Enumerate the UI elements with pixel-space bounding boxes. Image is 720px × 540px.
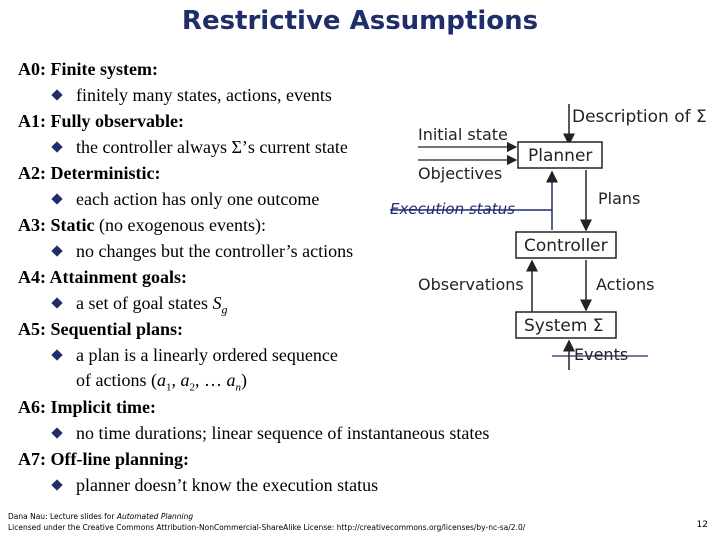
- assumption-id: A2:: [18, 163, 46, 183]
- diamond-bullet-icon: [51, 89, 62, 100]
- assumption-id: A5:: [18, 319, 46, 339]
- assumption-heading: Sequential plans:: [50, 319, 184, 339]
- assumption-id: A4:: [18, 267, 46, 287]
- slide-title: Restrictive Assumptions: [181, 6, 539, 36]
- assumption-heading: Implicit time:: [50, 397, 156, 417]
- events-label: Events: [574, 345, 629, 364]
- assumption-a1: [18, 110, 184, 132]
- execution-status-label: Execution status: [390, 200, 515, 218]
- assumption-id: A1:: [18, 111, 46, 131]
- assumption-a5: [18, 318, 183, 340]
- diamond-bullet-icon: [51, 245, 62, 256]
- assumption-a0: [18, 58, 158, 80]
- assumption-a5-bullet: a plan is a linearly ordered sequence: [52, 344, 338, 366]
- observations-label: Observations: [418, 275, 524, 294]
- diamond-bullet-icon: [51, 297, 62, 308]
- assumption-a5-continuation: of actions ($a_1$, $a_2$, … $a_n$): [76, 370, 247, 394]
- assumption-heading: Off-line planning:: [50, 449, 190, 469]
- assumption-id: A6:: [18, 397, 46, 417]
- assumption-a3: [18, 214, 266, 236]
- actions-label: Actions: [596, 275, 655, 294]
- diamond-bullet-icon: [51, 193, 62, 204]
- assumption-id: A3:: [18, 215, 46, 235]
- goal-set-symbol: S: [212, 293, 222, 313]
- assumption-id: A7:: [18, 449, 46, 469]
- assumption-heading: Static: [50, 215, 95, 235]
- assumption-heading: Fully observable:: [50, 111, 184, 131]
- assumption-heading: Attainment goals:: [49, 267, 188, 287]
- assumption-a6-bullet: no time durations; linear sequence of instantaneous states: [52, 422, 489, 444]
- diamond-bullet-icon: [51, 141, 62, 152]
- diamond-bullet-icon: [51, 427, 62, 438]
- assumption-heading: Deterministic:: [50, 163, 161, 183]
- diamond-bullet-icon: [51, 479, 62, 490]
- assumption-a1-bullet: the controller always Σ’s current state: [52, 136, 348, 158]
- controller-label: Controller: [524, 236, 608, 256]
- assumption-a2-bullet: each action has only one outcome: [52, 188, 319, 210]
- diamond-bullet-icon: [51, 349, 62, 360]
- objectives-label: Objectives: [418, 164, 503, 183]
- assumption-heading-note: (no exogenous events):: [99, 215, 266, 235]
- assumption-id: A0:: [18, 59, 46, 79]
- assumption-a0-bullet: finitely many states, actions, events: [52, 84, 332, 106]
- assumption-a3-bullet: no changes but the controller’s actions: [52, 240, 353, 262]
- footer-credit: Dana Nau: Lecture slides for Automated Planning: [8, 512, 194, 521]
- page-number: 12: [696, 520, 708, 530]
- description-of-sigma-label: Description of Σ: [572, 107, 707, 127]
- initial-state-label: Initial state: [418, 125, 508, 144]
- assumption-a7-bullet: planner doesn’t know the execution status: [52, 474, 378, 496]
- assumption-heading: Finite system:: [50, 59, 158, 79]
- assumption-a4: [18, 266, 187, 288]
- assumption-a2: [18, 162, 160, 184]
- assumption-a6: [18, 396, 156, 418]
- system-label: System Σ: [524, 316, 604, 336]
- assumption-a7: [18, 448, 189, 470]
- planner-label: Planner: [528, 146, 593, 166]
- footer-license: Licensed under the Creative Commons Attribution-NonCommercial-ShareAlike License: http://creativecommons.org/licenses/by-nc-sa/2.0/: [8, 523, 526, 532]
- plans-label: Plans: [598, 189, 641, 208]
- assumption-a4-bullet: a set of goal states $S_g$: [52, 292, 227, 314]
- planning-model-diagram: [380, 92, 720, 382]
